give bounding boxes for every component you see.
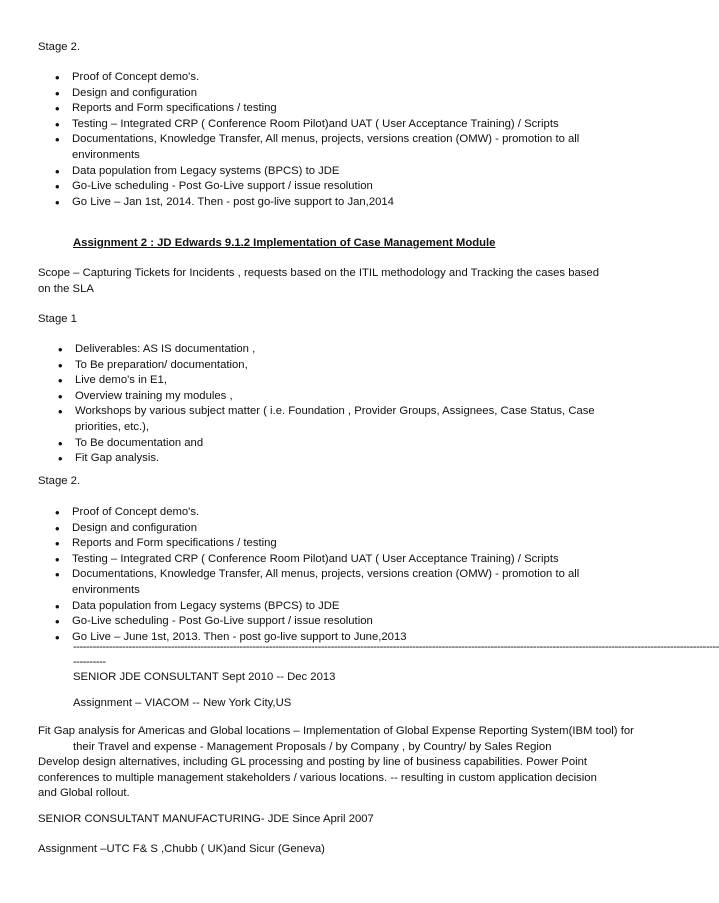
list-item: • Go Live – Jan 1st, 2014. Then - post go-live support to Jan,2014 <box>55 195 595 211</box>
develop-paragraph: Develop design alternatives, including GL processing and posting by line of business capabilities. Power Point conferences to multiple management stakeholders / various locations. -- resulting in custom application decision and Global rollout. <box>38 756 597 800</box>
list-item: • Fit Gap analysis. <box>58 451 598 467</box>
list-item: • Documentations, Knowledge Transfer, All menus, projects, versions creation (OMW) - promotion to all environments <box>55 567 595 598</box>
list-item: • Go-Live scheduling - Post Go-Live support / issue resolution <box>55 179 595 195</box>
list-item: • Go Live – June 1st, 2013. Then - post go-live support to June,2013 <box>55 630 595 646</box>
list-item: • Design and configuration <box>55 86 595 102</box>
stage2-label: Stage 2. <box>38 475 81 487</box>
divider-line: ------------------------------------------------------------------------------------------------------------------------------------------------------------------------------------------------------ <box>73 641 719 653</box>
stage2-list <box>55 70 595 210</box>
list-item: • Overview training my modules , <box>58 389 598 405</box>
list-item: • Proof of Concept demo's. <box>55 70 595 86</box>
stage2-label: Stage 2. <box>38 41 81 53</box>
senior-mfg-title: SENIOR CONSULTANT MANUFACTURING- JDE Since April 2007 <box>38 813 374 825</box>
stage1-label: Stage 1 <box>38 313 77 325</box>
list-item: • Testing – Integrated CRP ( Conference Room Pilot)and UAT ( User Acceptance Training) / Scripts <box>55 117 595 133</box>
senior-jde-title: SENIOR JDE CONSULTANT Sept 2010 -- Dec 2013 <box>73 671 336 683</box>
assignment2-heading: Assignment 2 : JD Edwards 9.1.2 Implementation of Case Management Module <box>73 237 496 249</box>
list-item: • Deliverables: AS IS documentation , <box>58 342 598 358</box>
list-item: • To Be documentation and <box>58 436 598 452</box>
list-item: • Workshops by various subject matter ( i.e. Foundation , Provider Groups, Assignees, Case Status, Case priorities, etc.), <box>58 404 598 435</box>
list-item: • Documentations, Knowledge Transfer, All menus, projects, versions creation (OMW) - promotion to all environments <box>55 132 595 163</box>
list-item: • Data population from Legacy systems (BPCS) to JDE <box>55 164 595 180</box>
list-item: • Live demo's in E1, <box>58 373 598 389</box>
list-item: • Reports and Form specifications / testing <box>55 536 595 552</box>
utc-assignment: Assignment –UTC F& S ,Chubb ( UK)and Sicur (Geneva) <box>38 843 325 855</box>
viacom-assignment: Assignment – VIACOM -- New York City,US <box>73 697 292 709</box>
fit-gap-paragraph: Fit Gap analysis for Americas and Global locations – Implementation of Global Expense Reporting System(IBM tool) for their Travel and expense - Management Proposals / by Company , by Country/ by Sales Region <box>38 725 634 753</box>
list-item: • Go-Live scheduling - Post Go-Live support / issue resolution <box>55 614 595 630</box>
list-item: • Design and configuration <box>55 521 595 537</box>
scope-text: Scope – Capturing Tickets for Incidents , requests based on the ITIL methodology and Tracking the cases based on the SLA <box>38 267 599 295</box>
divider-line: ---------- <box>73 656 106 668</box>
list-item: • Proof of Concept demo's. <box>55 505 595 521</box>
stage2-list <box>55 505 595 645</box>
stage1-list <box>58 342 598 467</box>
list-item: • Reports and Form specifications / testing <box>55 101 595 117</box>
list-item: • Data population from Legacy systems (BPCS) to JDE <box>55 599 595 615</box>
list-item: • Testing – Integrated CRP ( Conference Room Pilot)and UAT ( User Acceptance Training) / Scripts <box>55 552 595 568</box>
list-item: • To Be preparation/ documentation, <box>58 358 598 374</box>
